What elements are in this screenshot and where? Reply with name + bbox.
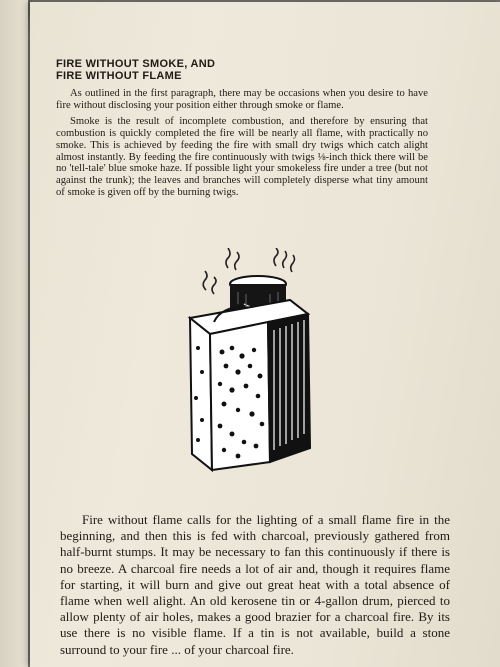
previous-page-edge xyxy=(0,0,28,667)
paragraph-2: Smoke is the result of incomplete combustion, and therefore by ensuring that combustion is quickly completed the fire will be nearly all flame, with practically no smoke. This is achieved by feeding the fire with small dry twigs which catch alight almost instantly. By feeding the fire continuously with twigs ⅛-inch thick there will be no 'tell-tale' blue smoke haze. If possible light your smokeless fire under a tree (but not against the trunk); the leaves and branches will completely disperse what tiny amount of smoke is given off by the burning twigs. xyxy=(56,115,428,199)
section-heading: FIRE WITHOUT SMOKE, AND FIRE WITHOUT FLAME xyxy=(56,58,216,82)
paragraph-3: Fire without flame calls for the lighting of a small flame fire in the beginning, and then this is fed with charcoal, previously gathered from half-burnt stumps. It may be necessary to fan this continuously if there is no breeze. A charcoal fire needs a lot of air and, though it requires flame for starting, it will burn and give out great heat with a total absence of flame when well alight. An old kerosene tin or 4-gallon drum, pierced to allow plenty of air holes, makes a good brazier for a charcoal fire. By its use there is no visible flame. If a tin is not available, build a stone surround to your fire ... of your charcoal fire. xyxy=(60,512,450,657)
kerosene-tin-icon xyxy=(190,300,310,470)
brazier-illustration xyxy=(180,248,320,478)
page-text-block xyxy=(56,58,428,203)
paragraph-1: As outlined in the first paragraph, there may be occasions when you desire to have fire without disclosing your position either through smoke or flame. xyxy=(56,88,428,111)
